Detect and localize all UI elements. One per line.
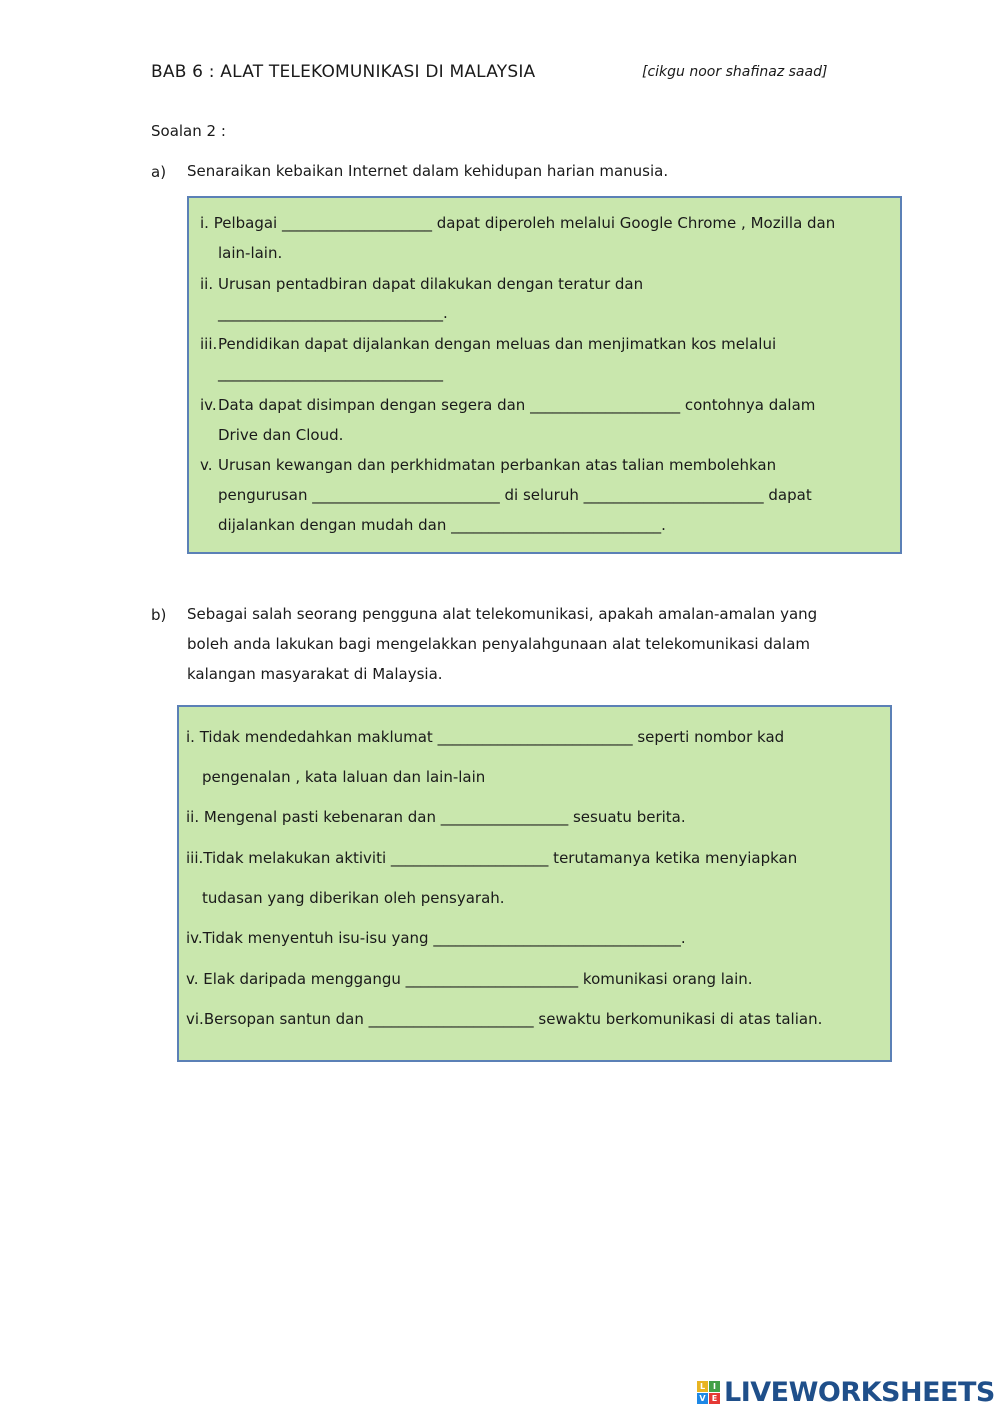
part-b-item-1-continued: pengenalan , kata laluan dan lain-lain xyxy=(202,768,486,786)
part-a-item-5-line-1: Urusan kewangan dan perkhidmatan perbankan atas talian membolehkan xyxy=(218,456,777,474)
part-a-item-2-number: ii. xyxy=(200,275,214,293)
part-b-item-3[interactable]: iii.Tidak melakukan aktiviti _____________________ terutamanya ketika menyiapkan xyxy=(186,849,798,867)
part-a-item-5-line-2[interactable]: pengurusan _________________________ di seluruh ________________________ dapat xyxy=(218,486,812,504)
part-a-item-1-line-1[interactable] xyxy=(200,214,835,232)
part-a-label: a) xyxy=(151,163,167,181)
part-b-item-5[interactable]: v. Elak daripada menggangu _______________________ komunikasi orang lain. xyxy=(186,970,753,988)
part-b-question-line-3: kalangan masyarakat di Malaysia. xyxy=(187,665,443,683)
part-b-item-3-continued: tudasan yang diberikan oleh pensyarah. xyxy=(202,889,505,907)
part-a-item-2-blank[interactable]: ______________________________. xyxy=(218,304,448,322)
liveworksheets-logo-icon: L I V E xyxy=(697,1381,720,1404)
liveworksheets-logo xyxy=(697,1377,995,1408)
part-a-answer-box xyxy=(187,196,902,554)
part-a-item-1-line-2: lain-lain. xyxy=(218,244,283,262)
part-a-item-4-line-2: Drive dan Cloud. xyxy=(218,426,344,444)
part-b-item-1[interactable]: i. Tidak mendedahkan maklumat __________________________ seperti nombor kad xyxy=(186,728,785,746)
author-credit: [cikgu noor shafinaz saad] xyxy=(642,64,828,80)
liveworksheets-logo-text: LIVEWORKSHEETS xyxy=(724,1377,995,1408)
part-b-question-line-1: Sebagai salah seorang pengguna alat telekomunikasi, apakah amalan-amalan yang xyxy=(187,605,818,623)
question-heading: Soalan 2 : xyxy=(151,122,226,140)
worksheet-title: BAB 6 : ALAT TELEKOMUNIKASI DI MALAYSIA xyxy=(151,62,536,82)
part-a-item-1-number: i. xyxy=(200,214,209,232)
part-b-item-2[interactable]: ii. Mengenal pasti kebenaran dan _________________ sesuatu berita. xyxy=(186,808,686,826)
part-b-item-4[interactable]: iv.Tidak menyentuh isu-isu yang _________________________________. xyxy=(186,929,686,947)
part-a-item-4-line-1[interactable]: Data dapat disimpan dengan segera dan ____________________ contohnya dalam xyxy=(218,396,816,414)
part-a-item-5-number: v. xyxy=(200,456,213,474)
part-b-question-line-2: boleh anda lakukan bagi mengelakkan penyalahgunaan alat telekomunikasi dalam xyxy=(187,635,810,653)
part-a-item-4-number: iv. xyxy=(200,396,217,414)
part-a-item-3-line-1: Pendidikan dapat dijalankan dengan meluas dan menjimatkan kos melalui xyxy=(218,335,777,353)
part-a-item-2-line-1: Urusan pentadbiran dapat dilakukan dengan teratur dan xyxy=(218,275,644,293)
part-b-answer-box xyxy=(177,705,892,1062)
part-a-item-3-number: iii. xyxy=(200,335,218,353)
part-a-item-5-line-3[interactable]: dijalankan dengan mudah dan ____________________________. xyxy=(218,516,666,534)
part-b-item-6[interactable]: vi.Bersopan santun dan ______________________ sewaktu berkomunikasi di atas talian. xyxy=(186,1010,823,1028)
part-b-label: b) xyxy=(151,606,167,624)
part-a-item-1-text: Pelbagai ____________________ dapat diperoleh melalui Google Chrome , Mozilla dan xyxy=(213,214,836,232)
part-a-item-3-blank[interactable]: ______________________________ xyxy=(218,364,443,382)
part-a-question: Senaraikan kebaikan Internet dalam kehidupan harian manusia. xyxy=(187,162,669,180)
